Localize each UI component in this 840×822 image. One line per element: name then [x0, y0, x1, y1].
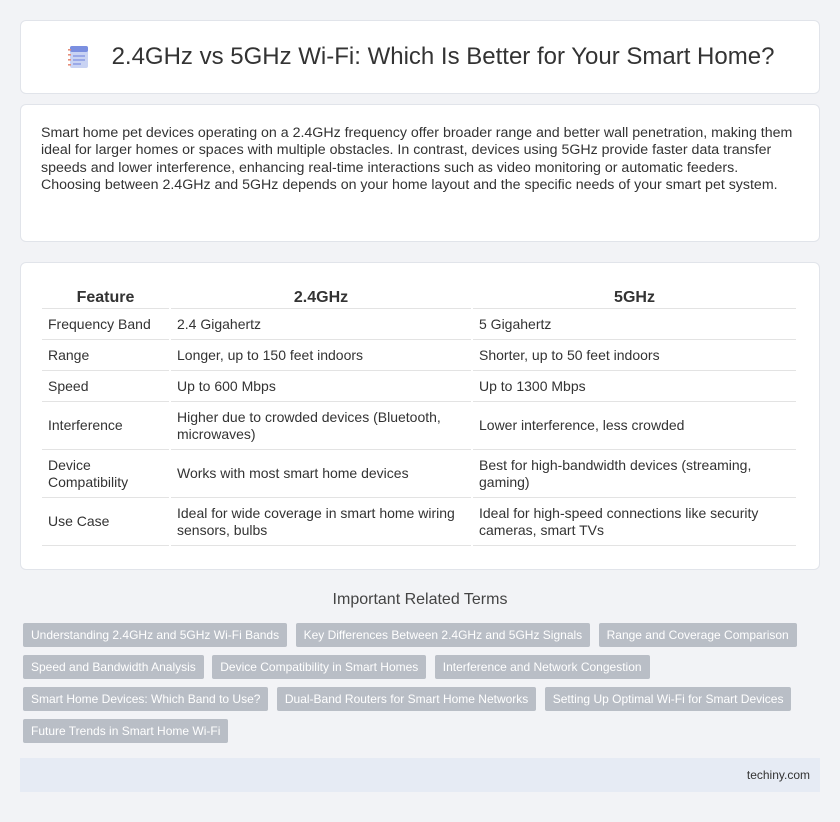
feature-cell: Use Case [42, 498, 169, 546]
related-tag[interactable]: Speed and Bandwidth Analysis [23, 655, 204, 679]
page-title: 2.4GHz vs 5GHz Wi-Fi: Which Is Better for Your Smart Home? [111, 43, 775, 70]
related-tag[interactable]: Understanding 2.4GHz and 5GHz Wi-Fi Bands [23, 623, 287, 647]
header-card [20, 20, 820, 94]
related-tag[interactable]: Interference and Network Congestion [435, 655, 650, 679]
feature-cell: Interference [42, 402, 169, 450]
value-5ghz-cell: 5 Gigahertz [473, 309, 796, 340]
footer-site-link[interactable]: techiny.com [746, 768, 810, 782]
related-tag[interactable]: Device Compatibility in Smart Homes [212, 655, 426, 679]
related-terms-heading: Important Related Terms [332, 591, 508, 608]
footer [20, 758, 820, 792]
feature-cell: Device Compatibility [42, 450, 169, 498]
comparison-table-card [20, 262, 820, 570]
table-row [42, 371, 796, 402]
value-2-4ghz-cell: Works with most smart home devices [171, 450, 471, 498]
intro-paragraph: Smart home pet devices operating on a 2.4GHz frequency offer broader range and better wall penetration, making them ideal for larger homes or spaces with multiple obstacles. In contrast, devices using 5GHz provide faster data transfer speeds and lower interference, enhancing real-time interactions such as video monitoring or automatic feeders. Choosing between 2.4GHz and 5GHz depends on your home layout and the specific needs of your smart pet system. [41, 125, 793, 194]
header-2-4ghz: 2.4GHz [171, 283, 471, 309]
intro-card [20, 104, 820, 242]
feature-cell: Range [42, 340, 169, 371]
title-wrap [66, 43, 775, 71]
table-row [42, 402, 796, 450]
comparison-table [40, 283, 798, 546]
value-5ghz-cell: Lower interference, less crowded [473, 402, 796, 450]
value-2-4ghz-cell: Longer, up to 150 feet indoors [171, 340, 471, 371]
value-2-4ghz-cell: Ideal for wide coverage in smart home wiring sensors, bulbs [171, 498, 471, 546]
value-2-4ghz-cell: 2.4 Gigahertz [171, 309, 471, 340]
header-5ghz: 5GHz [473, 283, 796, 309]
feature-cell: Speed [42, 371, 169, 402]
value-5ghz-cell: Best for high-bandwidth devices (streaming, gaming) [473, 450, 796, 498]
table-row [42, 309, 796, 340]
feature-cell: Frequency Band [42, 309, 169, 340]
related-tag[interactable]: Setting Up Optimal Wi-Fi for Smart Devices [545, 687, 792, 711]
related-tags [23, 623, 823, 751]
value-2-4ghz-cell: Higher due to crowded devices (Bluetooth, microwaves) [171, 402, 471, 450]
table-row [42, 450, 796, 498]
related-tag[interactable]: Key Differences Between 2.4GHz and 5GHz Signals [296, 623, 591, 647]
value-5ghz-cell: Up to 1300 Mbps [473, 371, 796, 402]
table-row [42, 340, 796, 371]
table-row [42, 498, 796, 546]
value-5ghz-cell: Shorter, up to 50 feet indoors [473, 340, 796, 371]
document-icon [66, 44, 92, 70]
related-tag[interactable]: Dual-Band Routers for Smart Home Networks [277, 687, 536, 711]
related-tag[interactable]: Range and Coverage Comparison [599, 623, 797, 647]
value-5ghz-cell: Ideal for high-speed connections like security cameras, smart TVs [473, 498, 796, 546]
value-2-4ghz-cell: Up to 600 Mbps [171, 371, 471, 402]
related-tag[interactable]: Future Trends in Smart Home Wi-Fi [23, 719, 228, 743]
table-header-row [42, 283, 796, 309]
header-feature: Feature [42, 283, 169, 309]
related-tag[interactable]: Smart Home Devices: Which Band to Use? [23, 687, 268, 711]
